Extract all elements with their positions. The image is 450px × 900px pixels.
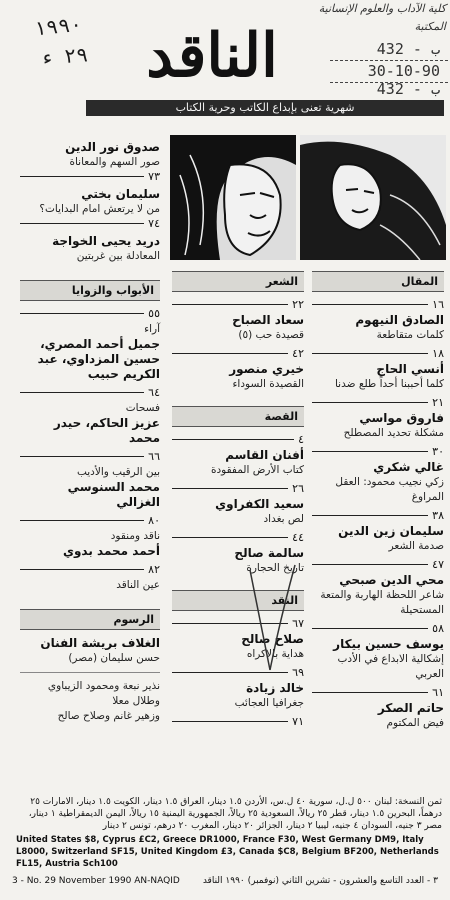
article-title: شاعر اللحظة الهاربة والمتعة المستحيلة (320, 589, 444, 616)
toc-entry[interactable] (20, 450, 160, 510)
page-number: ٧٤ (148, 217, 160, 230)
toc-entry[interactable] (312, 509, 444, 554)
issue-line-arabic: ٣ - العدد التاسع والعشرون - تشرين الثاني (نوفمبر) ١٩٩٠ الناقد (202, 876, 438, 886)
article-title: من لا يرتعش امام البدايات؟ (39, 203, 160, 215)
stamp-rule (330, 60, 448, 61)
section-title: فسحات (125, 402, 160, 414)
author-name: محمد السنوسي الغزالي (67, 480, 160, 509)
toc-entry[interactable] (312, 396, 444, 441)
article-title: لص بغداد (263, 513, 304, 525)
toc-entry[interactable] (20, 140, 160, 183)
toc-entry[interactable] (172, 347, 304, 392)
article-title: فيض المكتوم (386, 717, 444, 729)
column-side (20, 140, 160, 724)
page-number: ٤٢ (292, 347, 304, 360)
toc-entry[interactable] (312, 445, 444, 505)
author-name: عزيز الحاكم، حيدر محمد (53, 416, 160, 445)
page-number: ٦٧ (292, 617, 304, 630)
prices-arabic: ثمن النسخة: لبنان ٥٠٠ ل.ل، سورية ٤٠ ل.س، الأردن ١.٥ دينار، العراق ١.٥ دينار، الكويت ١.٥ دينار، الامارات ٢٥ درهماً، البحرين ١.٥ دينار، قطر ٢٥ ريالاً، السعودية ٢٥ ريالاً، الجمهورية اليمنية ١٥ ريالاً، اليمن الديمقراطية ١ دينار، مصر ٣ جنيه، السودان ٤ جنيه، ليبيا ٢ دينار، الجزائر ٢٠ دينار، المغرب ٢٠ درهم، تونس ٢ دينار (28, 797, 442, 831)
stamp-line-2: المكتبة (414, 20, 446, 33)
handwritten-number: ٢٩ ء (39, 42, 89, 70)
toc-entry[interactable] (20, 234, 160, 264)
toc-entry[interactable] (20, 307, 160, 382)
author-name: غالي شكري (373, 460, 444, 474)
library-stamp (318, 0, 450, 100)
toc-entry[interactable] (312, 686, 444, 731)
section-heading-poetry: الشعر (172, 271, 304, 292)
page-number: ٤٤ (292, 531, 304, 544)
section-title: بين الرقيب والأديب (76, 466, 160, 478)
toc-entry[interactable] (312, 558, 444, 618)
toc-entry[interactable] (20, 187, 160, 230)
page-number: ١٨ (432, 347, 444, 360)
stamp-hand-2: 30-10-90 (367, 62, 440, 80)
section-heading-criticism: النقد (172, 590, 304, 611)
author-name: أنسي الحاج (376, 362, 444, 376)
page-number: ٨٠ (148, 514, 160, 527)
toc-entry[interactable] (312, 622, 444, 682)
author-name: سعاد الصباح (232, 313, 304, 327)
author-name: سعيد الكفراوي (215, 497, 304, 511)
page-number: ٥٥ (148, 307, 160, 320)
toc-entry[interactable] (172, 482, 304, 527)
issue-line-english: 3 - No. 29 November 1990 AN-NAQID (12, 876, 180, 886)
author-name: حاتم الصكر (377, 701, 444, 715)
author-name: صدوق نور الدين (65, 140, 160, 154)
page-number: ٦٦ (148, 450, 160, 463)
page-number: ١٦ (432, 298, 444, 311)
column-essays (312, 265, 444, 735)
page-number: ٦١ (432, 686, 444, 699)
author-name: يوسف حسين بيكار (333, 637, 444, 651)
page-number: ٤٧ (432, 558, 444, 571)
page-number: ٧٣ (148, 170, 160, 183)
author-name: جميل أحمد المصري، حسين المزداوي، عبد الكريم حبيب (37, 337, 160, 381)
prices-english: United States $8, Cyprus £C2, Greece DR1000, France F30, West Germany DM9, Italy L8000, Switzerland SF15, United Kingdom £3, Canada $C8, Belgium BF200, Netherlands FL15, Austria Sch100 (16, 835, 439, 869)
author-name: خيري منصور (229, 362, 304, 376)
page-number: ٦٩ (292, 666, 304, 679)
toc-entry[interactable] (312, 347, 444, 392)
section-heading-stories: القصة (172, 406, 304, 427)
author-name: أحمد محمد بدوي (62, 544, 160, 558)
page-number: ٤ (298, 433, 304, 446)
article-title: صدمة الشعر (388, 540, 444, 552)
author-name: الصادق النيهوم (355, 313, 444, 327)
page-number: ٧١ (292, 715, 304, 728)
author-name: صلاح صالح (241, 632, 304, 646)
cover-artwork-face (170, 135, 296, 260)
stamp-hand-3: 432 - ب (376, 80, 440, 98)
author-name: سليمان بختي (81, 187, 160, 201)
article-title: المعادلة بين غربتين (76, 250, 160, 262)
toc-entry[interactable] (20, 563, 160, 593)
article-title: إشكالية الابداع في الأدب العربي (337, 653, 444, 680)
toc-entry[interactable] (172, 298, 304, 343)
page-number: ٣٨ (432, 509, 444, 522)
page-number: ٥٨ (432, 622, 444, 635)
author-name: سليمان زين الدين (338, 524, 444, 538)
toc-entry[interactable] (312, 298, 444, 343)
toc-entry[interactable] (20, 514, 160, 559)
page-number: ٨٢ (148, 563, 160, 576)
stamp-hand-1: 432 - ب (376, 40, 440, 58)
author-name: خالد زيادة (246, 681, 304, 695)
toc-entry[interactable] (172, 715, 304, 728)
article-title: تاريخ الحجارة (246, 562, 304, 574)
masthead-title: الناقد (146, 21, 278, 91)
article-title: قصيدة حب (٥) (238, 329, 304, 341)
page-number: ٦٤ (148, 386, 160, 399)
author-name: فاروق مواسي (359, 411, 444, 425)
section-title: عين الناقد (116, 579, 160, 591)
article-title: جغرافيا العجائب (234, 697, 304, 709)
author-name: دريد يحيى الخواجة (52, 234, 160, 248)
illustration-credit: حسن سليمان (مصر) (68, 652, 160, 664)
section-heading-essays: المقال (312, 271, 444, 292)
cover-artwork-figure (300, 135, 446, 260)
section-title: ناقد ومنقود (110, 530, 160, 542)
page-number: ٣٠ (432, 445, 444, 458)
illustration-credit: وطلال معلا (112, 695, 160, 707)
article-title: صور السهم والمعاناة (69, 156, 160, 168)
page-number: ٢٦ (292, 482, 304, 495)
handwritten-year: ١٩٩٠ (32, 11, 84, 41)
section-heading-illustrations: الرسوم (20, 609, 160, 630)
author-name: سالمة صالح (234, 546, 304, 560)
article-title: زكي نجيب محمود: العقل المراوغ (335, 476, 444, 503)
author-name: محي الدين صبحي (339, 573, 444, 587)
article-title: هداية بالاكراه (246, 648, 304, 660)
article-title: كلما أحببنا أحداً طلع ضدنا (334, 378, 444, 390)
article-title: كتاب الأرض المفقودة (210, 464, 304, 476)
article-title: مشكلة تحديد المصطلح (343, 427, 444, 439)
stamp-line-1: كلية الآداب والعلوم الإنسانية (318, 2, 446, 15)
illustration-credit: الغلاف بريشة الفنان (40, 636, 160, 650)
page-number: ٢٢ (292, 298, 304, 311)
illustration-credit: نذير نبعة ومحمود الزيباوي (47, 680, 160, 692)
page-number: ٢١ (432, 396, 444, 409)
section-title: آراء (144, 323, 160, 335)
article-title: كلمات متقاطعة (376, 329, 444, 341)
tagline-banner: شهرية تعنى بإبداع الكاتب وحرية الكتاب (86, 100, 444, 116)
author-name: أفنان القاسم (225, 448, 304, 462)
article-title: القصيدة السوداء (232, 378, 304, 390)
toc-entry[interactable] (172, 433, 304, 478)
illustration-credit: وزهير غانم وصلاح صالح (57, 710, 160, 722)
divider (20, 672, 160, 673)
section-heading-sections: الأبواب والزوايا (20, 280, 160, 301)
pen-mark (240, 560, 300, 680)
toc-entry[interactable] (20, 386, 160, 446)
